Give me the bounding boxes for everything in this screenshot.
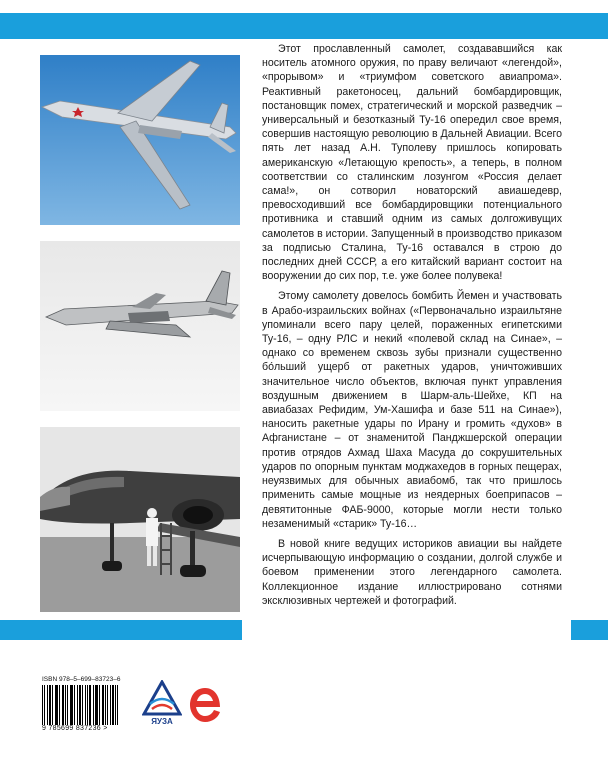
bottom-accent-band-left xyxy=(0,620,242,640)
yauza-emblem-icon xyxy=(142,680,182,716)
publisher-yauza-logo xyxy=(140,680,184,730)
photo-tu16-ground-crew xyxy=(40,427,240,612)
paragraph-intro: Этот прославленный самолет, создававшийся как носитель атомного оружия, по праву величают «легендой», «прорывом» и «триумфом советского авиапрома». Реактивный ракетоносец, дальний бомбардировщик, постановщик помех, стратегический и морской разведчик – универсальный и безотказный Ту-16 опередил свое время, совершив настоящую революцию в Дальней Авиации. Всего пять лет назад А.Н. Туполеву пришлось копировать американскую «Летающую крепость», а теперь, в полном соответствии со сталинским лозунгом «Россия делает сама!», он сотворил новаторский авиашедевр, превосходивший все бомбардировщики потенциального противника и ставший одним из самых долгоживущих самолетов в истории. Запущенный в производство приказом за подписью Сталина, Ту-16 оставался в строю до последних дней СССР, а его китайский вариант состоит на вооружении до сих пор, т.е. уже более полувека! xyxy=(262,43,562,283)
eksmo-logo-icon xyxy=(188,684,222,726)
bottom-accent-band-right xyxy=(571,620,608,640)
back-cover-text xyxy=(262,42,562,614)
photo-tu16-flight-grey xyxy=(40,241,240,411)
barcode-bars xyxy=(42,685,132,725)
top-accent-band xyxy=(0,13,608,39)
isbn-barcode xyxy=(42,676,132,738)
isbn-label: ISBN 978–5–699–83723–6 xyxy=(42,676,121,683)
photo-tu16-flight-blue xyxy=(40,55,240,225)
barcode-number: 9 785699 837236 > xyxy=(42,725,108,732)
paragraph-book: В новой книге ведущих историков авиации вы найдете исчерпывающую информацию о создании, долгой службе и боевом применении этого легендарного самолета. Коллекционное издание иллюстрировано сотнями эксклюзивных чертежей и фотографий. xyxy=(262,537,562,607)
yauza-label: ЯУЗА xyxy=(151,717,173,726)
paragraph-combat: Этому самолету довелось бомбить Йемен и участвовать в Арабо-израильских войнах («Первоначально израильтяне упоминали всего пару целей, пораженных египетскими Ту-16, – одну РЛС и некий «полевой склад на Синае», – однако со временем сквозь зубы признали существенно бо́льший ущерб от ракетных ударов, уничтоживших значительное число объектов, включая пункт управления воздушным движением в Шарм-аль-Шейхе, КП на авиабазах Рефидим, Ум-Хашифа и базе 511 на Синае»), наносить ракетные удары по Ирану и громить «духов» в Афганистане – от знаменитой Панджшерской операции против отрядов Ахмад Шаха Масуда до сокрушительных ударов по опорным пунктам моджахедов в горных пещерах, неуязвимых для обычных авиабомб, так что пришлось применить самые мощные из неядерных боеприпасов – девятитонные ФАБ-9000, которые могли нести только незаменимый «старик» Ту-16… xyxy=(262,290,562,530)
